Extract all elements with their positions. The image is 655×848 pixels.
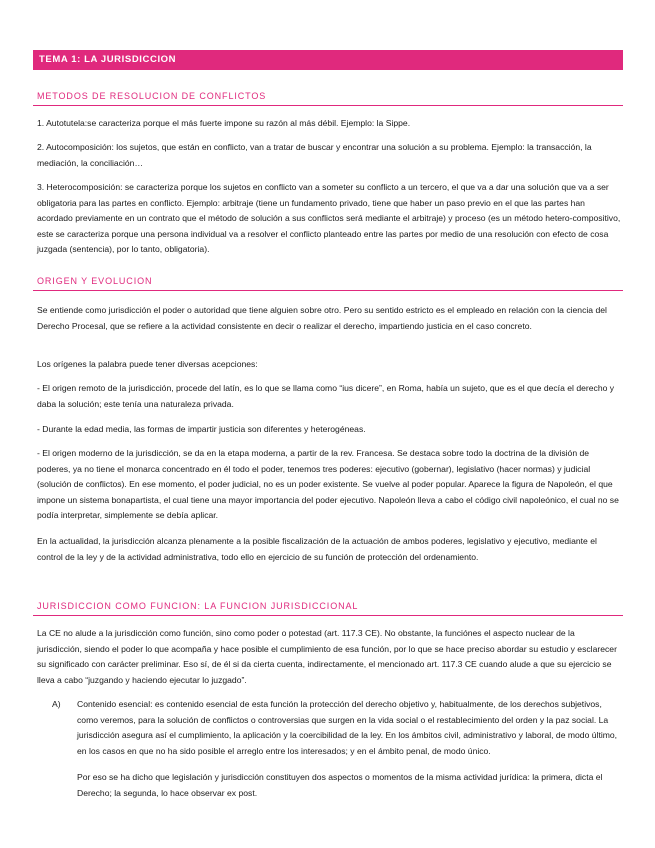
paragraph-autocomposicion: 2. Autocomposición: los sujetos, que están en conflicto, van a tratar de buscar y encontrar una solución a su problema. Ejemplo: la transacción, la mediación, la conciliación… [37,142,592,168]
paragraph-autotutela: 1. Autotutela:se caracteriza porque el más fuerte impone su razón al más débil. Ejemplo: la Sippe. [37,118,411,128]
paragraph-origen-moderno: - El origen moderno de la jurisdicción, se da en la etapa moderna, a partir de la rev. Francesa. Se destaca sobre todo la doctrina de la división de poderes, ya no tiene el monarca concentrado en él todo el poder, tenemos tres poderes: ejecutivo (gobernar), legislativo (hacer normas) y judicial (solución de conflictos). En ese momento, el poder judicial, no es un poder existente. Se vuelve al poder popular. Aparece la figura de Napoleón, el que impone un sistema bonapartista, el cual tiene una mayor importancia del poder ejecutivo. Napoleón lleva a cabo el código civil napoleónico, el cual no se podía interpretar, simplemente se debía aplicar. [37,448,619,521]
paragraph-origen-remoto: - El origen remoto de la jurisdicción, procede del latín, es lo que se llama como “ius dicere”, en Roma, había un sujeto, que es el que decía el derecho y daba la solución; este tenía una naturaleza privada. [37,383,615,409]
section-heading-funcion: JURISDICCION COMO FUNCION: LA FUNCION JURISDICCIONAL [33,599,623,616]
list-item-continuation: Por eso se ha dicho que legislación y jurisdicción constituyen dos aspectos o momentos de la misma actividad jurídica: la primera, dicta el Derecho; la segunda, lo hace observar ex post. [77,772,603,798]
section-heading-origen: ORIGEN Y EVOLUCION [33,274,623,291]
list-marker: A) [52,699,61,709]
paragraph-origenes: Los orígenes la palabra puede tener diversas acepciones: [37,359,258,369]
paragraph-heterocomposicion: 3. Heterocomposición: se caracteriza porque los sujetos en conflicto van a someter su conflicto a un tercero, el que va a dar una solución que va a ser obligatoria para las partes en conflicto. Ejemplo: arbitraje (tiene un fundamento privado, tiene que haber un paso previo en el que las partes han acordado previamente en un contrato que el método de solución a sus conflictos será mediante el arbitraje) y proceso (es un método hetero-compositivo, este se caracteriza porque una persona individual va a resolver el conflicto planteado entre las partes por medio de una resolución con efecto de cosa juzgada (sentencia), por lo tanto, obligatoria). [37,182,621,255]
paragraph-edad-media: - Durante la edad media, las formas de impartir justicia son diferentes y heterogéneas. [37,424,366,434]
section-heading-metodos: METODOS DE RESOLUCION DE CONFLICTOS [33,89,623,106]
paragraph-ce: La CE no alude a la jurisdicción como función, sino como poder o potestad (art. 117.3 CE). No obstante, la funciónes el aspecto nuclear de la jurisdicción, siendo el poder lo que acompaña y hace posible el cumplimiento de esa función, por lo que se hace preciso abordar su estudio y esclarecer su significado con carácter preliminar. Eso sí, de él si da cierta cuenta, indirectamente, el mencionado art. 117.3 CE cuando alude a que su ejercicio se lleva a cabo “juzgando y haciendo ejecutar lo juzgado”. [37,628,617,685]
paragraph-actualidad: En la actualidad, la jurisdicción alcanza plenamente a la posible fiscalización de la actuación de ambos poderes, legislativo y ejecutivo, mediante el control de la ley y de la actividad administrativa, todo ello en ejercicio de su función de protección del ordenamiento. [37,536,597,562]
list-item-contenido-esencial: Contenido esencial: es contenido esencial de esta función la protección del derecho objetivo y, habitualmente, de los derechos subjetivos, como veremos, para la solución de conflictos o controversias que surgen en la vida social o el restablecimiento del orden y la paz social. La jurisdicción asegura así el cumplimiento, la aplicación y la coercibilidad de la ley. En los ámbitos civil, administrativo y laboral, de modo último, en los casos en que no ha sido posible el arreglo entre los interesados; y en el ámbito penal, de modo único. [77,699,618,756]
paragraph-definicion: Se entiende como jurisdicción el poder o autoridad que tiene alguien sobre otro. Pero su sentido estricto es el empleado en relación con la ciencia del Derecho Procesal, que se refiere a la actividad consistente en decir o realizar el derecho, impartiendo justicia en el caso concreto. [37,305,607,331]
document-title: TEMA 1: LA JURISDICCION [33,50,623,70]
